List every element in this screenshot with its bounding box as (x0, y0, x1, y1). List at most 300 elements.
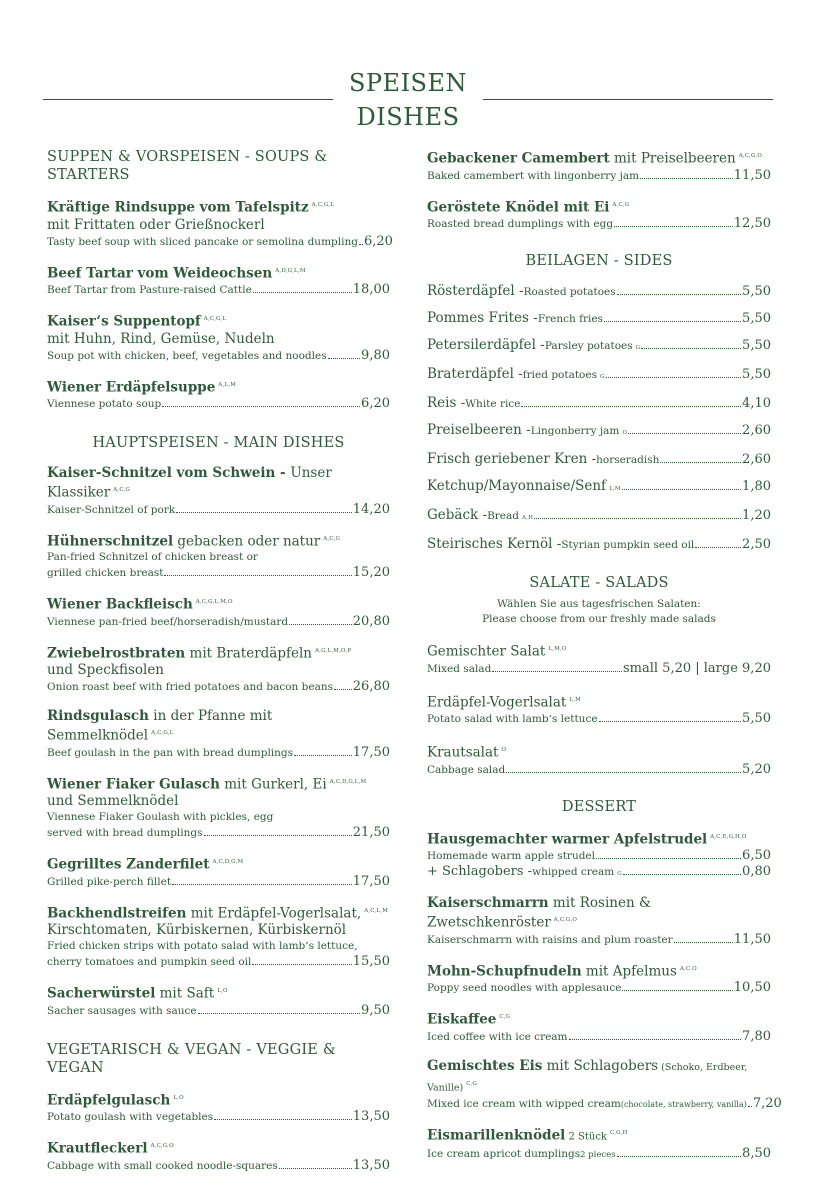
main-item-0 (47, 465, 390, 518)
item-description: Roasted bread dumplings with egg (427, 218, 614, 230)
item-name-bold: Wiener Fiaker Gulasch (47, 776, 220, 792)
item-description: Mixed ice cream with wipped cream (427, 1098, 621, 1110)
item-name-bold: Backhendlstreifen (47, 905, 187, 921)
item-name (427, 829, 771, 849)
side-item-1 (427, 310, 771, 328)
salads-intro-de: Wählen Sie aus tagesfrischen Salaten: (497, 598, 701, 610)
item-allergens: A,C,G,O (738, 153, 763, 159)
item-price: 26,80 (352, 679, 390, 694)
item-description: served with bread dumplings (47, 827, 203, 839)
side-price: 2,60 (742, 452, 771, 467)
dot-leader (614, 226, 733, 227)
item-price-row (427, 661, 771, 677)
sides-section-title: BEILAGEN - SIDES (525, 253, 673, 269)
item-name-line2: Kirschtomaten, Kürbiskernen, Kürbiskernöl (47, 922, 347, 938)
item-price: 12,50 (733, 216, 771, 231)
side-allergens: L,M (609, 486, 621, 492)
soup-item-3 (47, 377, 390, 413)
dessert-item-0 (427, 895, 771, 948)
item-price-row (47, 954, 390, 970)
item-name (427, 742, 771, 762)
dot-leader (569, 1039, 742, 1040)
soups-section-title: SUPPEN & VORSPEISEN - SOUPS & STARTERS (47, 149, 328, 183)
dot-leader (176, 512, 352, 513)
side-item-9 (427, 536, 771, 554)
dot-leader (622, 489, 741, 490)
item-name-text: Erdäpfel-Vogerlsalat (427, 694, 567, 710)
dot-leader (204, 835, 352, 836)
main-item-4 (47, 708, 390, 761)
item-price-row (427, 711, 771, 727)
item-price-row (47, 614, 390, 630)
extra-price: 0,80 (742, 864, 771, 879)
veggie-item-0 (47, 1090, 390, 1126)
item-price: 13,50 (352, 1157, 390, 1173)
item-name (47, 643, 390, 663)
item-price: 17,50 (352, 744, 390, 760)
item-price-row (47, 745, 390, 761)
item-allergens: A,C,E,G,H,O (710, 833, 747, 840)
item-name (427, 1125, 771, 1146)
dot-leader (596, 858, 741, 859)
item-price-row (47, 1003, 390, 1019)
item-price-row (427, 168, 771, 184)
dot-leader (622, 990, 732, 991)
dessert-list (427, 895, 771, 1045)
mains-list (47, 465, 390, 1019)
side-price: 5,50 (742, 338, 771, 353)
title-de: SPEISEN (348, 69, 468, 97)
item-price: 7,80 (742, 1028, 771, 1044)
dessert-item-strudel (427, 829, 771, 883)
item-price: 15,50 (352, 954, 390, 969)
item-name (47, 531, 390, 551)
item-price-row (47, 282, 390, 298)
item-name-bold: Gebackener Camembert (427, 150, 610, 167)
item-allergens: A,C,D,G,M (212, 859, 244, 865)
item-name-rest: Unser Klassiker (47, 465, 332, 501)
item-name (427, 1058, 771, 1097)
item-name-text: Krautsalat (427, 744, 499, 761)
item-price-row (47, 825, 390, 841)
dot-leader (617, 1156, 741, 1157)
dot-leader (164, 575, 351, 576)
item-name (47, 774, 390, 794)
item-name (427, 1009, 771, 1029)
side-item-8 (427, 507, 771, 527)
item-price: 14,20 (352, 501, 390, 517)
item-name-rest: mit Gurkerl, Ei (219, 776, 327, 792)
item-description: Soup pot with chicken, beef, vegetables and noodles (47, 349, 327, 362)
item-name-bold: Gemischtes Eis (427, 1057, 543, 1074)
extra-name-en: whipped cream (532, 866, 615, 878)
dot-leader (521, 406, 741, 407)
dot-leader (623, 874, 741, 875)
main-item-3 (47, 643, 390, 696)
side-name-en: Roasted potatoes (523, 286, 616, 298)
title-en: DISHES (356, 103, 460, 131)
main-item-5 (47, 774, 390, 842)
side-item-2 (427, 337, 771, 357)
starter-item-0 (427, 148, 771, 184)
item-name-rest: mit Braterdäpfeln (185, 645, 312, 661)
dot-leader (172, 884, 352, 885)
item-price-row (47, 1109, 390, 1125)
left-column (47, 148, 393, 1187)
soup-item-0 (47, 197, 393, 250)
item-description: Homemade warm apple strudel (427, 850, 595, 862)
item-description: Mixed salad (427, 662, 492, 675)
item-description: Potato salad with lamb‘s lettuce (427, 713, 598, 725)
right-column (427, 148, 782, 1176)
item-price-row (427, 1096, 782, 1112)
item-name-bold: Eismarillenknödel (427, 1127, 566, 1144)
side-price: 1,20 (742, 508, 771, 523)
item-description: Cabbage with small cooked noodle-squares (47, 1159, 278, 1172)
side-name: Rösterdäpfel - (427, 283, 524, 299)
item-name-bold: Geröstete Knödel mit Ei (427, 199, 610, 215)
item-price-row (427, 762, 771, 778)
item-allergens: A,C,G,L (151, 730, 174, 736)
item-name-rest: mit Saft (155, 985, 215, 1002)
item-name (427, 692, 771, 712)
veggie-item-1 (47, 1138, 390, 1174)
item-name-line2: mit Frittaten oder Grießnockerl (47, 216, 265, 233)
item-allergens: A,C,G (612, 201, 630, 208)
salads-section-title: SALATE - SALADS (529, 575, 669, 591)
dot-leader (674, 942, 733, 943)
item-price: 15,20 (352, 565, 390, 580)
item-price-row (47, 396, 390, 412)
side-name: Reis - (427, 395, 466, 411)
item-price: 5,50 (742, 711, 771, 726)
dot-leader (214, 1119, 352, 1120)
side-item-3 (427, 366, 771, 386)
side-price: 5,50 (742, 311, 771, 326)
item-name (47, 708, 390, 745)
menu-title (0, 66, 816, 134)
dot-leader (328, 358, 360, 359)
side-price: 1,80 (742, 479, 771, 494)
item-name (47, 903, 390, 923)
side-name-en: horseradish (596, 454, 660, 466)
item-price-row (427, 1029, 771, 1045)
item-allergens: A,C,G,L (203, 316, 227, 322)
item-price-row (47, 679, 390, 695)
item-allergens: A,C,G,O (553, 917, 578, 923)
item-name-bold: Kräftige Rindsuppe vom Tafelspitz (47, 199, 309, 216)
dot-leader (617, 294, 741, 295)
item-name-bold: Hausgemachter warmer Apfelstrudel (427, 831, 708, 847)
side-allergens: A,H (522, 515, 534, 521)
item-price: 10,50 (733, 980, 771, 995)
dot-leader (640, 178, 733, 179)
side-allergens: O (622, 430, 628, 436)
item-price: 8,50 (742, 1145, 771, 1161)
item-name-bold: Kaiser-Schnitzel vom Schwein - (47, 465, 291, 481)
item-description: Onion roast beef with fried potatoes and bacon beans (47, 681, 333, 693)
item-name-small: (Schoko, Erdbeer, Vanille) (427, 1061, 748, 1093)
side-item-0 (427, 283, 771, 301)
side-name-en: Styrian pumpkin seed oil (561, 539, 695, 551)
item-description: Iced coffee with ice cream (427, 1030, 568, 1043)
salads-intro (427, 597, 771, 627)
side-name: Preiselbeeren - (427, 422, 531, 438)
side-name-en: Parsley potatoes (544, 340, 633, 352)
side-price: 5,50 (742, 284, 771, 299)
item-name-small: 2 Stück (565, 1131, 607, 1143)
item-name (47, 377, 390, 397)
dot-leader (641, 348, 741, 349)
item-name-line2: und Semmelknödel (47, 793, 179, 809)
dot-leader (359, 244, 363, 245)
side-allergens: G (599, 374, 605, 380)
salad-item-2 (427, 742, 771, 778)
side-price: 2,60 (742, 423, 771, 438)
item-name-bold: Beef Tartar vom Weideochsen (47, 265, 273, 281)
item-allergens: A,C,D,G,L,M (329, 778, 367, 785)
item-name (47, 263, 390, 283)
item-description: Pan-fried Schnitzel of chicken breast or (47, 551, 258, 563)
item-description-small: (chocolate, strawberry, vanilla) (620, 1100, 747, 1109)
item-description: Ice cream apricot dumplings (427, 1147, 581, 1160)
item-name-rest: mit Schlagobers (542, 1057, 659, 1074)
side-name: Braterdäpfel - (427, 366, 523, 382)
item-name-line2: mit Huhn, Rind, Gemüse, Nudeln (47, 330, 275, 347)
item-extra-row (427, 864, 771, 882)
item-allergens: C,G,H (610, 1130, 628, 1136)
item-name (47, 465, 390, 502)
dot-leader (198, 1013, 360, 1014)
dot-leader (606, 377, 741, 378)
item-name-rest: mit Apfelmus (581, 963, 677, 979)
main-item-7 (47, 903, 390, 971)
main-item-6 (47, 854, 390, 890)
right-top-list (427, 148, 771, 232)
item-name-bold: Kaiserschmarrn (427, 895, 549, 911)
item-name (427, 895, 771, 932)
item-name (427, 961, 771, 981)
item-price-row (47, 874, 390, 890)
item-allergens: A,G,L,M,O,P (315, 647, 352, 654)
side-name: Gebäck - (427, 507, 488, 523)
item-description: Potato goulash with vegetables (47, 1111, 214, 1123)
item-name (47, 197, 390, 217)
dot-leader (748, 1106, 752, 1107)
item-name-bold: Zwiebelrostbraten (47, 645, 186, 661)
dot-leader (492, 671, 622, 672)
dot-leader (660, 462, 741, 463)
sides-list (427, 283, 771, 554)
item-name-bold: Wiener Erdäpfelsuppe (47, 379, 216, 395)
item-description: Viennese potato soup (47, 398, 162, 410)
dot-leader (289, 624, 352, 625)
side-name-en: White rice (465, 398, 521, 410)
side-item-4 (427, 395, 771, 413)
item-description: Poppy seed noodles with applesauce (427, 982, 622, 994)
item-price: 9,50 (361, 1002, 390, 1018)
dot-leader (695, 547, 741, 548)
item-name-bold: Krautfleckerl (47, 1140, 148, 1157)
salads-intro-en: Please choose from our freshly made salads (482, 613, 716, 625)
dot-leader (334, 689, 352, 690)
main-item-2 (47, 594, 390, 630)
side-item-7 (427, 478, 771, 498)
item-name (47, 311, 390, 331)
main-item-1 (47, 531, 390, 582)
item-description: grilled chicken breast (47, 567, 164, 579)
item-name-bold: Wiener Backfleisch (47, 596, 193, 613)
item-description: Sacher sausages with sauce (47, 1004, 197, 1017)
item-description: Fried chicken strips with potato salad with lamb‘s lettuce, (47, 940, 358, 952)
item-description: Kaiser-Schnitzel of pork (47, 503, 176, 516)
item-allergens: A,C,G (323, 535, 341, 542)
starter-item-1 (427, 197, 771, 233)
dessert-section-title: DESSERT (561, 798, 637, 815)
side-name-en: Lingonberry jam (530, 425, 620, 437)
main-item-8 (47, 983, 390, 1019)
item-price: 6,20 (361, 396, 390, 411)
item-price-row (47, 1158, 390, 1174)
item-price: 17,50 (352, 873, 390, 889)
item-description: Grilled pike-perch fillet (47, 875, 172, 888)
item-price-row (427, 848, 771, 864)
item-name (427, 197, 771, 217)
item-allergens: C,G (466, 1080, 477, 1087)
item-name-bold: Mohn-Schupfnudeln (427, 963, 582, 979)
salad-item-1 (427, 692, 771, 728)
side-name: Petersilerdäpfel - (427, 337, 545, 353)
item-price: 20,80 (352, 613, 390, 629)
dessert-item-marillen (427, 1125, 771, 1163)
item-price: 7,20 (752, 1096, 782, 1111)
item-name (47, 1090, 390, 1110)
item-name-rest: mit Rosinen & Zwetschkenröster (427, 895, 651, 931)
veggie-section-title: VEGETARISCH & VEGAN - VEGGIE & VEGAN (47, 1041, 336, 1076)
item-price: 6,20 (363, 233, 393, 249)
item-allergens: A,C,G,O (150, 1143, 174, 1149)
item-allergens: A,C,G,L,M,O (195, 599, 233, 605)
item-name-bold: Kaiser‘s Suppentopf (47, 313, 201, 330)
item-name (47, 1138, 390, 1158)
item-price: 6,50 (742, 848, 771, 863)
dot-leader (253, 292, 352, 293)
side-item-5 (427, 422, 771, 442)
soups-list (47, 197, 393, 412)
soup-item-2 (47, 311, 390, 364)
dot-leader (279, 1168, 352, 1169)
item-price: 18,00 (352, 282, 390, 297)
item-price-row (427, 980, 771, 996)
item-price: small 5,20 | large 9,20 (622, 660, 771, 676)
dessert-item-2 (427, 1009, 771, 1045)
item-name-line2: und Speckfisolen (47, 662, 165, 678)
item-price-row (47, 348, 390, 364)
dot-leader (599, 721, 742, 722)
item-name-bold: Hühnerschnitzel (47, 533, 174, 549)
dot-leader (534, 518, 741, 519)
side-name: Frisch geriebener Kren - (427, 451, 597, 467)
item-allergens: A,C,G (113, 487, 131, 493)
item-description: Beef goulash in the pan with bread dumplings (47, 746, 294, 759)
item-allergens: L,M,O (548, 646, 567, 652)
item-description: Beef Tartar from Pasture-raised Cattle (47, 284, 252, 296)
veggie-list (47, 1090, 390, 1174)
side-name: Steirisches Kernöl - (427, 536, 562, 552)
item-allergens: L,O (173, 1094, 184, 1101)
side-allergens: G (635, 345, 641, 351)
item-name-rest: mit Preiselbeeren (609, 150, 736, 167)
item-name-bold: Eiskaffee (427, 1011, 497, 1028)
item-description: Viennese Fiaker Goulash with pickles, egg (47, 811, 274, 823)
item-description: Kaiserschmarrn with raisins and plum roaster (427, 933, 673, 946)
item-allergens: O (501, 747, 507, 753)
item-allergens: C,G (499, 1014, 511, 1020)
side-price: 4,10 (742, 396, 771, 411)
item-name-bold: Gegrilltes Zanderfilet (47, 856, 210, 873)
dot-leader (506, 772, 741, 773)
item-description-small: 2 pieces (580, 1149, 616, 1160)
item-description: cherry tomatoes and pumpkin seed oil (47, 956, 252, 968)
side-name-en: Bread (487, 510, 519, 522)
item-name-bold: Sacherwürstel (47, 985, 156, 1002)
dot-leader (252, 964, 351, 965)
extra-name: + Schlagobers - (427, 864, 533, 879)
side-name: Pommes Frites - (427, 310, 538, 326)
item-name-rest: mit Erdäpfel-Vogerlsalat, (186, 905, 362, 921)
soup-item-1 (47, 263, 390, 299)
item-name-rest: in der Pfanne mit Semmelknödel (47, 708, 273, 744)
side-price: 2,50 (742, 537, 771, 552)
dessert-item-eis (427, 1057, 782, 1113)
salads-list (427, 641, 771, 778)
dot-leader (162, 406, 360, 407)
mains-section-title: HAUPTSPEISEN - MAIN DISHES (92, 435, 345, 451)
side-price: 5,50 (742, 367, 771, 382)
item-price-row (427, 1146, 771, 1163)
item-name-bold: Rindsgulasch (47, 708, 149, 724)
item-allergens: A,L,M (218, 381, 237, 388)
side-item-6 (427, 451, 771, 469)
item-price: 9,80 (361, 347, 390, 363)
item-allergens: A,D,G,L,M (275, 267, 306, 274)
item-price: 11,50 (733, 167, 771, 183)
side-name-en: French fries (537, 313, 603, 325)
dot-leader (294, 755, 352, 756)
item-allergens: A,C,O (679, 965, 697, 972)
item-description: Tasty beef soup with sliced pancake or semolina dumpling (47, 235, 358, 248)
title-rule-left (43, 99, 333, 100)
item-price: 21,50 (352, 825, 390, 840)
item-description: Cabbage salad (427, 763, 506, 776)
item-price: 13,50 (352, 1109, 390, 1124)
item-price: 5,20 (742, 761, 771, 777)
item-description: Viennese pan-fried beef/horseradish/mustard (47, 615, 289, 628)
title-rule-right (483, 99, 773, 100)
item-description: Baked camembert with lingonberry jam (427, 169, 640, 182)
item-price: 11,50 (733, 931, 771, 947)
item-price-row (427, 216, 771, 232)
item-allergens: A,C,G,L (311, 202, 335, 208)
item-allergens: L,O (217, 988, 228, 994)
salad-item-0 (427, 641, 771, 677)
item-name (427, 641, 771, 661)
dot-leader (604, 321, 741, 322)
item-price-row (47, 565, 390, 581)
side-name-en: fried potatoes (522, 369, 597, 381)
item-name (427, 148, 771, 168)
item-name-rest: gebacken oder natur (173, 533, 321, 549)
